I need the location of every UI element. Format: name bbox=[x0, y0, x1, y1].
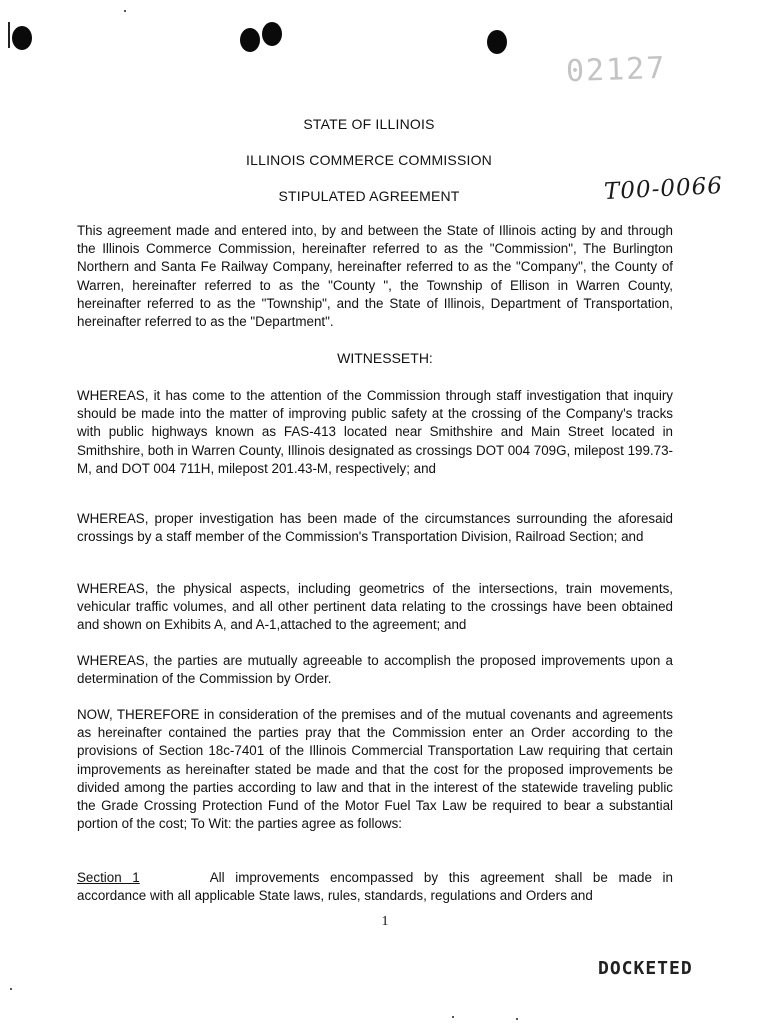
heading-state: STATE OF ILLINOIS bbox=[303, 116, 435, 132]
whereas-paragraph-4: WHEREAS, the parties are mutually agreeable to accomplish the proposed improvements upon a determination of the Commission by Order. bbox=[77, 653, 673, 687]
scan-speck bbox=[452, 1016, 454, 1018]
whereas-paragraph-3: WHEREAS, the physical aspects, including geometrics of the intersections, train movements, vehicular traffic volumes, and all other pertinent data relating to the crossings have been obtained and shown on Exhibits A, and A-1,attached to the agreement; and bbox=[77, 581, 673, 633]
scan-edge-mark bbox=[8, 22, 10, 48]
docketed-stamp: DOCKETED bbox=[598, 958, 693, 979]
section-1-label: Section 1 bbox=[77, 870, 140, 885]
punch-hole bbox=[240, 28, 260, 52]
section-1-text: All improvements encompassed by this agreement shall be made in accordance with all applicable State laws, rules, standards, regulations and Orders and bbox=[77, 870, 673, 904]
punch-hole bbox=[12, 26, 32, 50]
faint-document-number-stamp: 02127 bbox=[565, 50, 667, 90]
heading-agreement-title: STIPULATED AGREEMENT bbox=[278, 188, 460, 204]
whereas-paragraph-1: WHEREAS, it has come to the attention of the Commission through staff investigation that inquiry should be made into the matter of improving public safety at the crossing of the Company's tracks with public highways known as FAS-413 located near Smithshire and Main Street located in Smithshire, both in Warren County, Illinois designated as crossings DOT 004 709G, milepost 199.73-M, and DOT 004 711H, milepost 201.43-M, respectively; and bbox=[77, 388, 673, 476]
scan-speck bbox=[516, 1018, 518, 1020]
punch-hole bbox=[487, 30, 507, 54]
scan-speck bbox=[124, 10, 126, 12]
whereas-paragraph-2: WHEREAS, proper investigation has been made of the circumstances surrounding the aforesaid crossings by a staff member of the Commission's Transportation Division, Railroad Section; and bbox=[77, 511, 673, 545]
punch-hole bbox=[262, 22, 282, 46]
handwritten-docket-number: T00-0066 bbox=[603, 172, 724, 206]
scan-speck bbox=[10, 988, 12, 990]
heading-commission: ILLINOIS COMMERCE COMMISSION bbox=[246, 152, 492, 168]
witnesseth-heading: WITNESSETH: bbox=[337, 350, 433, 366]
page-number: 1 bbox=[381, 914, 389, 929]
now-therefore-paragraph: NOW, THEREFORE in consideration of the premises and of the mutual covenants and agreements as hereinafter contained the parties pray that the Commission enter an Order according to the provisions of Section 18c-7401 of the Illinois Commercial Transportation Law requiring that certain improvements as hereinafter stated be made and that the cost for the proposed improvements be divided among the parties according to law and that in the interest of the statewide traveling public the Grade Crossing Protection Fund of the Motor Fuel Tax Law be required to bear a substantial portion of the cost; To Wit: the parties agree as follows: bbox=[77, 707, 673, 832]
section-1-paragraph bbox=[77, 869, 673, 905]
intro-paragraph: This agreement made and entered into, by and between the State of Illinois acting by and through the Illinois Commerce Commission, hereinafter referred to as the "Commission", The Burlington Northern and Santa Fe Railway Company, hereinafter referred to as the "Company", the County of Warren, hereinafter referred to as the "County ", the Township of Ellison in Warren County, hereinafter referred to as the "Township", and the State of Illinois, Department of Transportation, hereinafter referred to as the "Department". bbox=[77, 223, 673, 330]
